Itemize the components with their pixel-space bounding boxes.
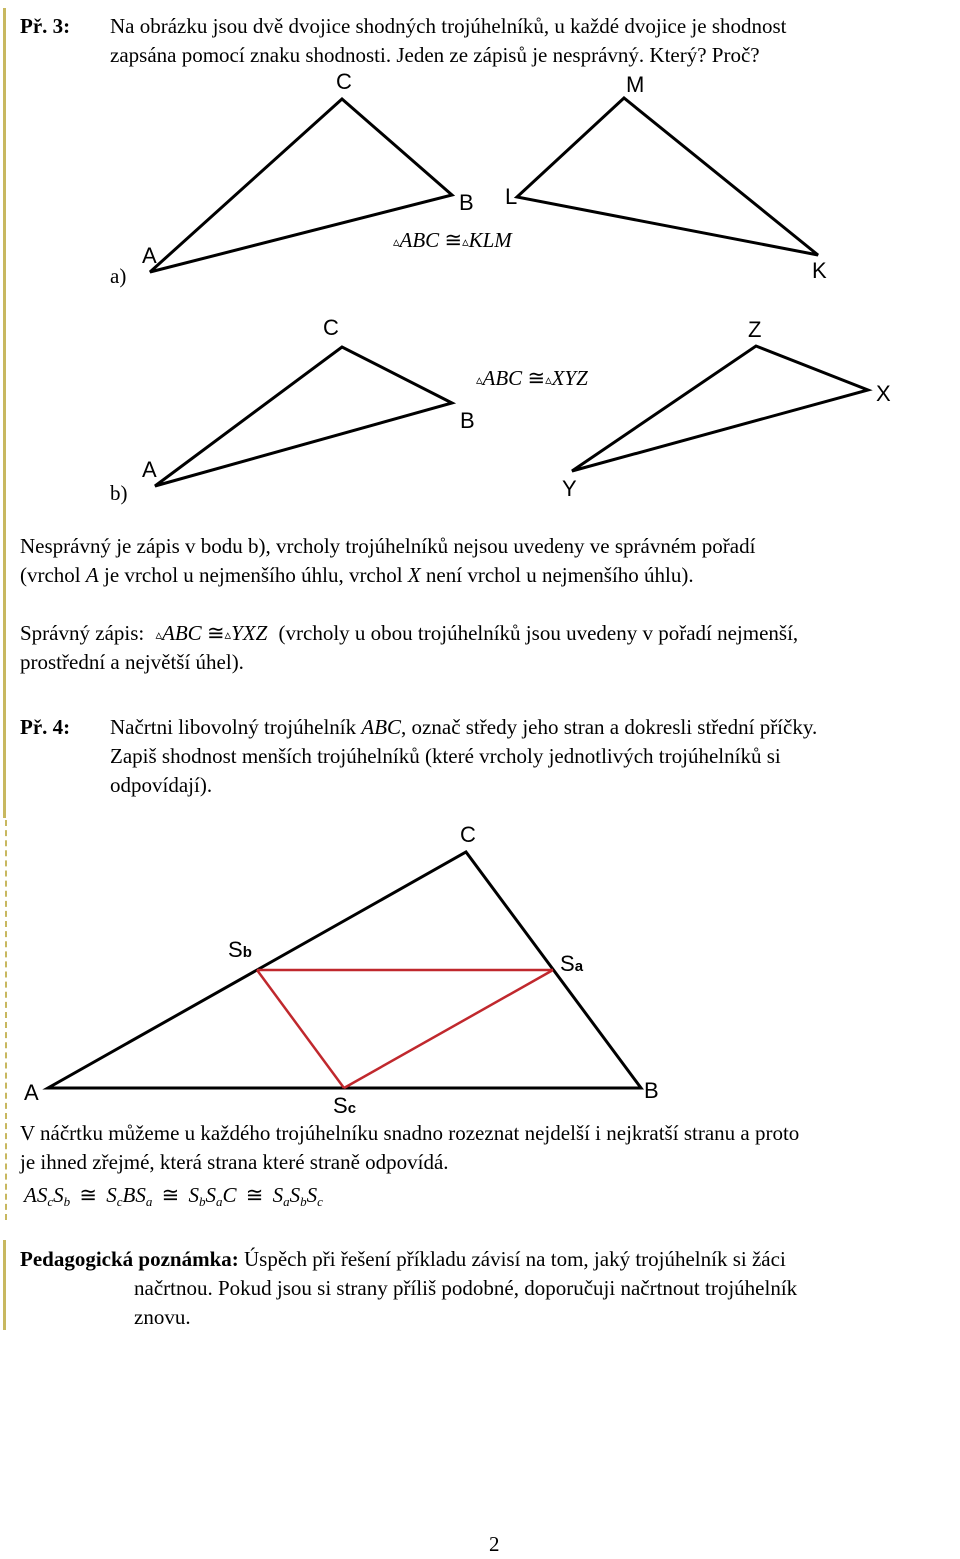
vertex-label-a-b: A [142,457,157,482]
ex3-text-line1: Na obrázku jsou dvě dvojice shodných trojúhelníků, u každé dvojice je shodnost [110,14,787,38]
vertex-label-y-b: Y [562,476,577,501]
ex4-label: Př. 4: [20,715,71,739]
vertex-label-l-a: L [505,184,518,209]
triangle-symbol: ▵ [476,372,483,387]
ex4-answer-line2: je ihned zřejmé, která strana které straně odpovídá. [20,1150,449,1174]
ex3-correct-line2: prostřední a největší úhel). [20,650,244,674]
vertex-label-c-a: C [336,69,352,94]
midline-sa-sc [344,970,553,1088]
triangle-symbol: ▵ [462,234,469,249]
vertex-label-x-b: X [876,381,891,406]
ex4-text-line1: Načrtni libovolný trojúhelník ABC, označ středy jeho stran a dokresli střední příčky. [110,715,818,739]
midline-sb-sc [257,970,344,1088]
ex3-text-line2: zapsána pomocí znaku shodnosti. Jeden ze zápisů je nesprávný. Který? Proč? [110,43,760,67]
note-line3: znovu. [134,1305,191,1329]
ex4-text-line3: odpovídají). [110,773,213,797]
vertex-label-c-ex4: C [460,822,476,847]
vertex-label-a-ex4: A [24,1080,39,1105]
triangle-symbol: ▵ [393,234,400,249]
vertex-label-a-a: A [142,243,157,268]
vertex-label-m-a: M [626,72,645,97]
triangle-klm-a [517,98,818,255]
triangle-symbol: ▵ [545,372,552,387]
congruence-statement-b: ▵ABC ≅▵XYZ [476,366,588,390]
congruence-formula: $AS_cS_b$ ≅ $S_cBS_a$ ≅ $S_bS_aC$ ≅ $S_aS_bS_c$ [24,1183,323,1209]
ex3-answer-line2: (vrchol A je vrchol u nejmenšího úhlu, vrchol X není vrchol u nejmenšího úhlu). [20,563,694,587]
vertex-label-b-ex4: B [644,1078,659,1103]
vertex-label-b-b: B [460,408,475,433]
triangle-symbol: ▵ [224,627,232,642]
triangle-abc-b [155,347,452,486]
vertex-label-z-b: Z [748,317,762,342]
note-label: Pedagogická poznámka: [20,1247,239,1271]
congruence-statement-a: ▵ABC ≅▵KLM [393,228,512,252]
midpoint-label-sa: Sa [560,951,584,976]
triangle-xyz-b [572,346,868,471]
vertex-label-k-a: K [812,258,827,283]
page-number: 2 [489,1532,500,1556]
ex3-correct-line1: Správný zápis: ▵ABC ≅▵YXZ (vrcholy u obou trojúhelníků jsou uvedeny v pořadí nejmenší, [20,621,799,645]
midpoint-label-sc: Sc [333,1093,357,1118]
note-line1: Pedagogická poznámka: Úspěch při řešení příkladu závisí na tom, jaký trojúhelník si žáci [20,1247,786,1271]
ex4-answer-line1: V náčrtku můžeme u každého trojúhelníku snadno rozeznat nejdelší i nejkratší stranu a proto [20,1121,800,1145]
note-line2: načrtnou. Pokud jsou si strany příliš podobné, doporučuji načrtnout trojúhelník [134,1276,798,1300]
ex3-label: Př. 3: [20,14,71,38]
item-label-b: b) [110,481,128,505]
vertex-label-c-b: C [323,315,339,340]
ex3-answer-line1: Nesprávný je zápis v bodu b), vrcholy trojúhelníků nejsou uvedeny ve správném pořadí [20,534,756,558]
ex4-text-line2: Zapiš shodnost menších trojúhelníků (které vrcholy jednotlivých trojúhelníků si [110,744,781,768]
vertex-label-b-a: B [459,190,474,215]
midpoint-label-sb: Sb [228,937,252,962]
item-label-a: a) [110,264,127,288]
triangle-symbol: ▵ [155,627,163,642]
